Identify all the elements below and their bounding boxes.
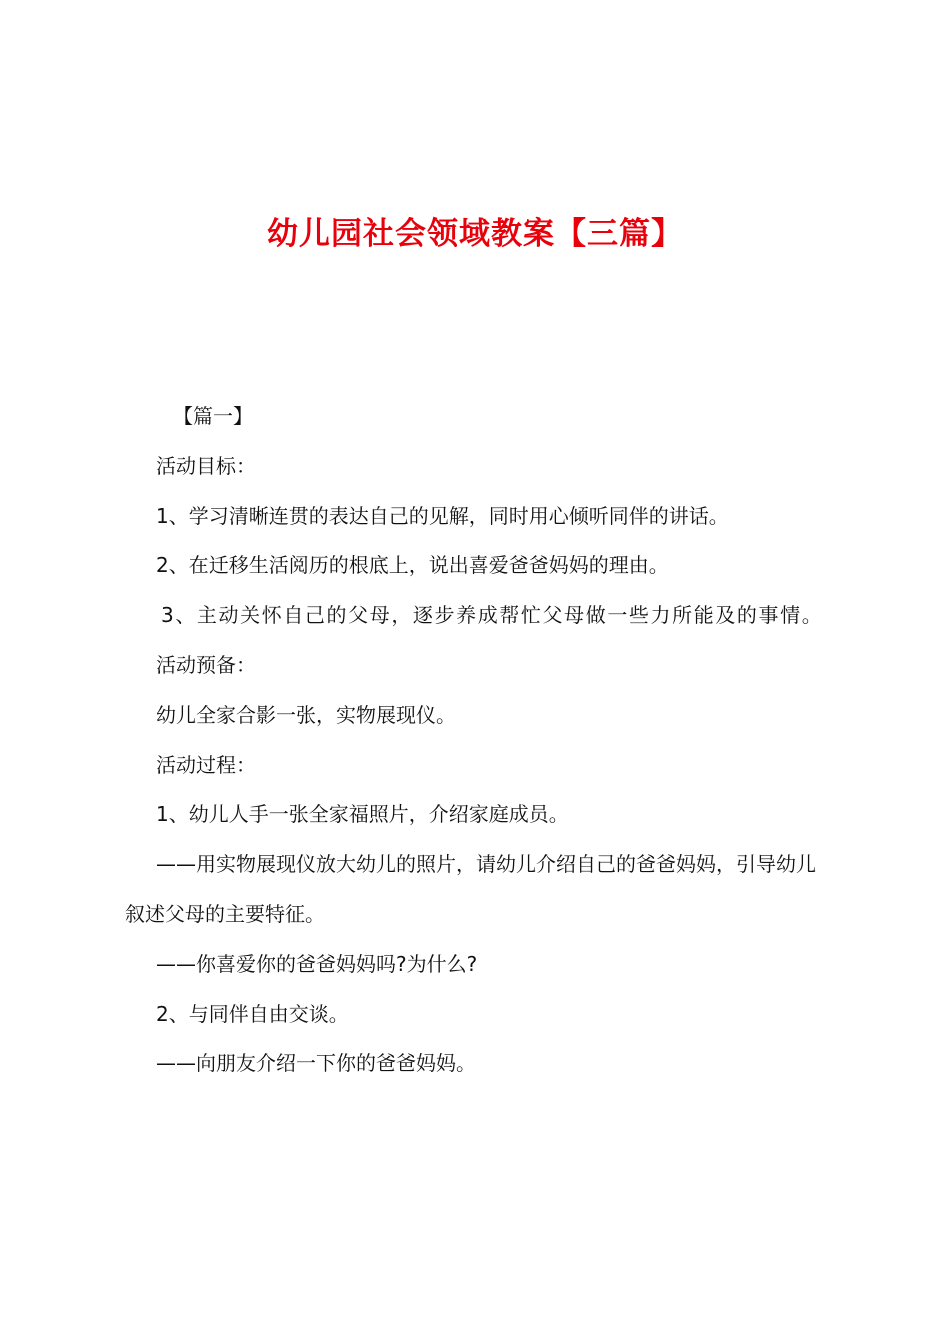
process-detail: ——向朋友介绍一下你的爸爸妈妈。 [156,1051,476,1076]
preparation-text: 幼儿全家合影一张，实物展现仪。 [156,702,456,727]
document-title: 幼儿园社会领域教案【三篇】 [267,216,683,252]
goal-item: 1、学习清晰连贯的表达自己的见解，同时用心倾听同伴的讲话。 [156,503,729,528]
section-heading: 【篇一】 [173,404,253,428]
process-detail: ——你喜爱你的爸爸妈妈吗?为什么? [156,951,478,976]
process-step: 2、与同伴自由交谈。 [156,1001,349,1026]
process-detail: ——用实物展现仪放大幼儿的照片，请幼儿介绍自己的爸爸妈妈，引导幼儿叙述父母的主要特征。 [125,852,816,926]
goal-item: 3、主动关怀自己的父母，逐步养成帮忙父母做一些力所能及的事情。 [161,603,824,628]
subheading-goals: 活动目标： [156,453,256,478]
goal-item: 2、在迁移生活阅历的根底上，说出喜爱爸爸妈妈的理由。 [156,553,669,578]
subheading-preparation: 活动预备： [156,652,256,677]
document-body [125,392,835,1089]
subheading-process: 活动过程： [156,752,256,777]
process-step: 1、幼儿人手一张全家福照片，介绍家庭成员。 [156,802,569,827]
